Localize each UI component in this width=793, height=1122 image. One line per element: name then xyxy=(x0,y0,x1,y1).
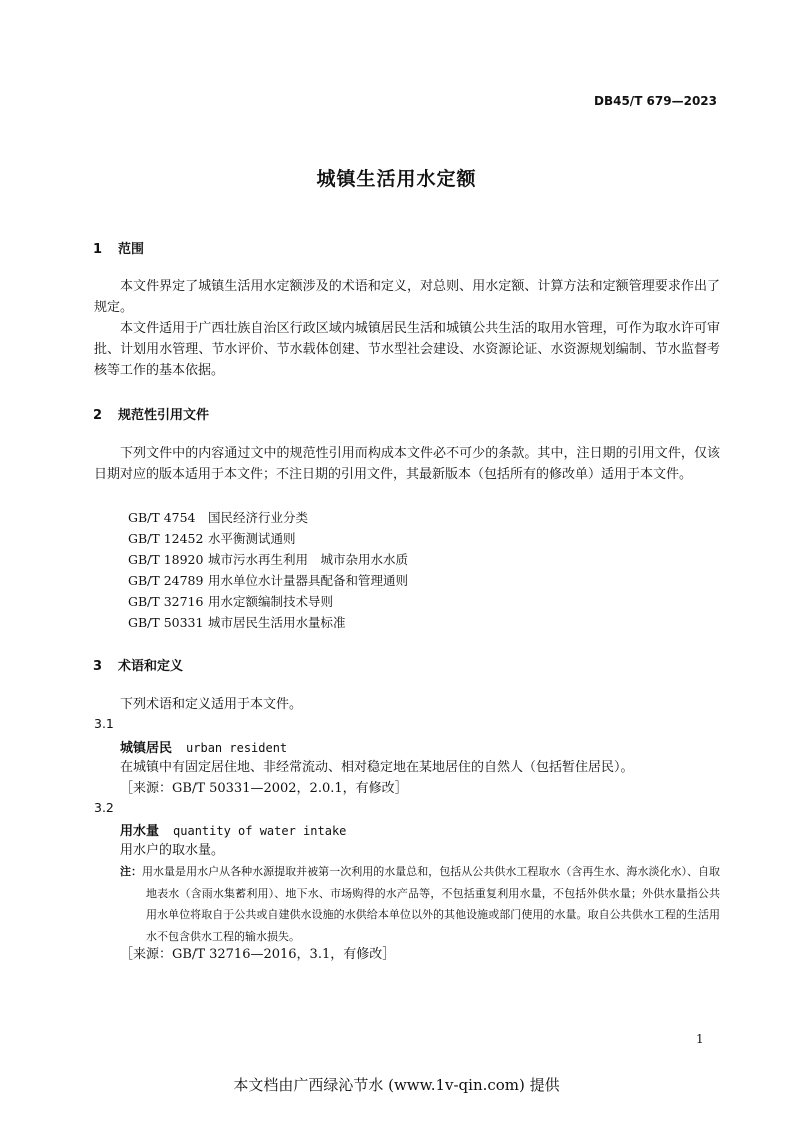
reference-title: 国民经济行业分类 xyxy=(208,510,309,525)
section-number: 3 xyxy=(93,659,103,674)
term-definition: 用水户的取水量。 xyxy=(120,843,225,858)
term-number: 3.2 xyxy=(94,800,114,815)
section-title: 规范性引用文件 xyxy=(118,408,210,423)
reference-title: 用水单位水计量器具配备和管理通则 xyxy=(208,573,409,588)
term-name-en: quantity of water intake xyxy=(173,824,347,838)
term-number: 3.1 xyxy=(94,716,114,731)
reference-title: 城市居民生活用水量标准 xyxy=(208,615,346,630)
section-title: 范围 xyxy=(118,242,145,257)
document-id: DB45/T 679—2023 xyxy=(594,94,717,108)
reference-code: GB/T 18920 xyxy=(128,552,204,567)
section-heading-2 xyxy=(93,404,209,423)
section-heading-3 xyxy=(93,655,183,674)
reference-code: GB/T 12452 xyxy=(128,531,204,546)
section-number: 2 xyxy=(93,408,103,423)
term-name xyxy=(120,820,346,839)
footer-text: 本文档由广西绿沁节水 (www.1v-qin.com) 提供 xyxy=(233,1076,560,1094)
term-name-zh: 用水量 xyxy=(120,824,160,839)
reference-title: 用水定额编制技术导则 xyxy=(208,594,334,609)
note-label: 注： xyxy=(120,865,143,878)
page-number: 1 xyxy=(696,1032,704,1046)
reference-code: GB/T 24789 xyxy=(128,573,204,588)
section-intro: 下列术语和定义适用于本文件。 xyxy=(120,697,303,712)
paragraph: 下列文件中的内容通过文中的规范性引用而构成本文件必不可少的条款。其中，注日期的引用文件，仅该日期对应的版本适用于本文件；不注日期的引用文件，其最新版本（包括所有的修改单）适用于本文件。 xyxy=(94,446,720,482)
paragraph: 本文件适用于广西壮族自治区行政区域内城镇居民生活和城镇公共生活的取用水管理，可作为取水许可审批、计划用水管理、节水评价、节水载体创建、节水型社会建设、水资源论证、水资源规划编制、节水监督考核等工作的基本依据。 xyxy=(94,321,720,378)
reference-item xyxy=(128,508,308,526)
term-source: ［来源：GB/T 50331—2002，2.0.1，有修改］ xyxy=(120,781,408,796)
section-number: 1 xyxy=(93,242,103,257)
page-title: 城镇生活用水定额 xyxy=(316,168,477,190)
reference-item xyxy=(128,550,408,568)
paragraph: 本文件界定了城镇生活用水定额涉及的术语和定义，对总则、用水定额、计算方法和定额管理要求作出了规定。 xyxy=(94,279,720,315)
section-title: 术语和定义 xyxy=(118,659,184,674)
reference-title: 城市污水再生利用 城市杂用水水质 xyxy=(208,552,409,567)
term-name-en: urban resident xyxy=(186,741,288,755)
reference-code: GB/T 4754 xyxy=(128,510,196,525)
term-source: ［来源：GB/T 32716—2016，3.1，有修改］ xyxy=(120,947,396,962)
term-name-zh: 城镇居民 xyxy=(120,741,173,756)
reference-item xyxy=(128,592,333,610)
section-heading-1 xyxy=(93,238,144,257)
reference-item xyxy=(128,571,408,589)
term-note xyxy=(120,861,720,947)
reference-item xyxy=(128,529,296,547)
reference-item xyxy=(128,613,346,631)
reference-code: GB/T 50331 xyxy=(128,615,204,630)
reference-code: GB/T 32716 xyxy=(128,594,204,609)
term-name xyxy=(120,737,287,756)
note-text: 用水量是用水户从各种水源提取并被第一次利用的水量总和，包括从公共供水工程取水（含再生水、海水淡化水）、自取地表水（含雨水集蓄利用）、地下水、市场购得的水产品等，不包括重复利用水量，不包括外供水量；外供水量指公共用水单位将取自于公共或自建供水设施的水供给本单位以外的其他设施或部门使用的水量。取自公共供水工程的生活用水不包含供水工程的输水损失。 xyxy=(142,865,721,943)
reference-title: 水平衡测试通则 xyxy=(208,531,296,546)
term-definition: 在城镇中有固定居住地、非经常流动、相对稳定地在某地居住的自然人（包括暂住居民）。 xyxy=(120,760,634,775)
